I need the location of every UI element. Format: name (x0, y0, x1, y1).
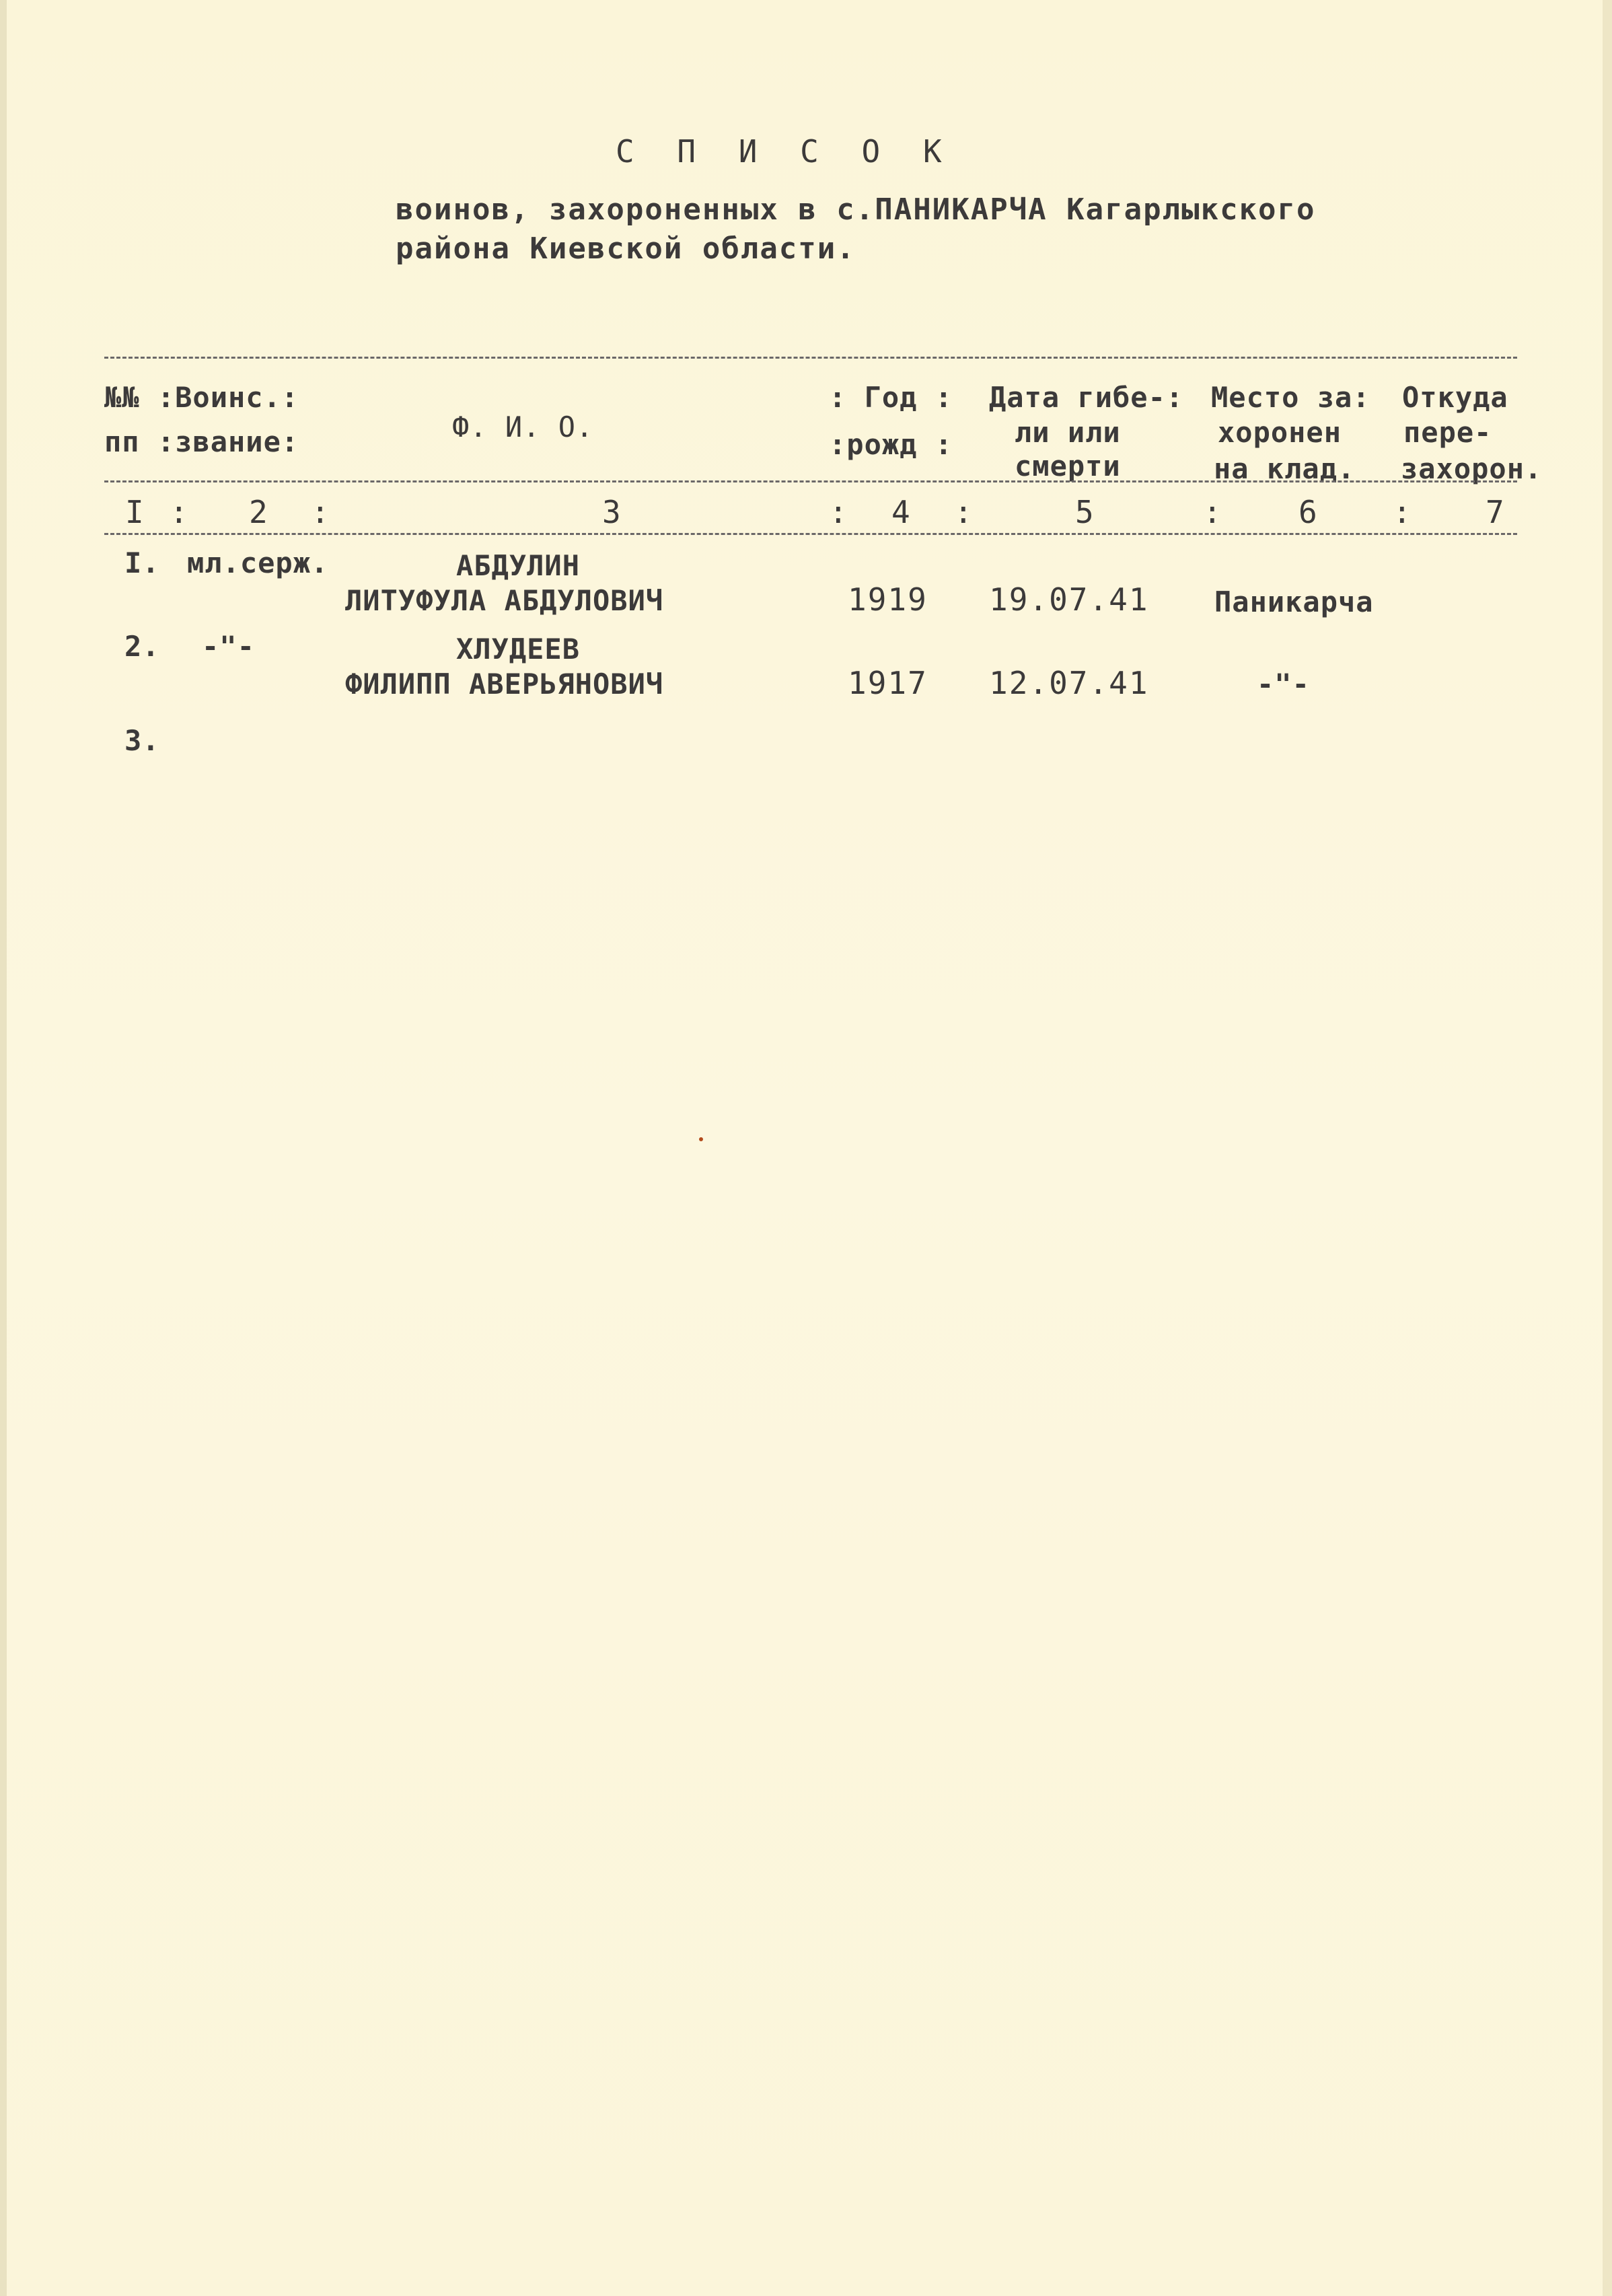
header-no-rank-line1: №№ :Воинс.: (104, 381, 299, 414)
header-fio: Ф. И. О. (452, 410, 594, 443)
row-1-number: I. (124, 546, 160, 579)
header-bottom-rule (104, 480, 1517, 482)
column-number-2: 2 (249, 494, 268, 530)
header-death-date-line2: ли или (1015, 416, 1121, 449)
table-top-rule (104, 357, 1517, 359)
column-number-7: 7 (1486, 494, 1505, 530)
row-2-death-date: 12.07.41 (989, 665, 1149, 701)
row-1-burial-place: Паникарча (1214, 585, 1374, 618)
column-numbers-rule (104, 533, 1517, 535)
column-number-3: 3 (602, 494, 622, 530)
header-place-line3: на клад. (1214, 452, 1356, 485)
row-1-surname: АБДУЛИН (456, 549, 581, 582)
column-number-6: 6 (1298, 494, 1318, 530)
row-2-surname: ХЛУДЕЕВ (456, 633, 581, 666)
column-separator: : (1393, 494, 1412, 530)
row-1-birth-year: 1919 (848, 581, 928, 618)
header-place-line2: хоронен (1218, 416, 1342, 449)
ink-speck (699, 1137, 703, 1141)
paper-edge-right (1603, 0, 1612, 2296)
header-place-line1: Место за: (1211, 381, 1370, 414)
header-birth-line2: :рожд : (829, 428, 953, 461)
header-from-line2: пере- (1403, 416, 1492, 449)
document-title: С П И С О К (616, 133, 954, 170)
header-death-date-line1: Дата гибе-: (989, 381, 1184, 414)
row-1-rank: мл.серж. (187, 546, 329, 579)
column-separator: : (170, 494, 189, 530)
column-separator: : (954, 494, 974, 530)
row-2-birth-year: 1917 (848, 665, 928, 701)
column-separator: : (311, 494, 330, 530)
header-no-rank-line2: пп :звание: (104, 425, 299, 458)
header-birth-line1: : Год : (829, 381, 953, 414)
row-1-given-name: ЛИТУФУЛА АБДУЛОВИЧ (345, 584, 664, 617)
document-subtitle-line2: района Киевской области. (396, 231, 856, 266)
column-number-4: 4 (891, 494, 911, 530)
column-separator: : (829, 494, 848, 530)
paper-edge-left (0, 0, 7, 2296)
row-2-number: 2. (124, 630, 160, 663)
column-separator: : (1203, 494, 1222, 530)
header-death-date-line3: смерти (1015, 450, 1121, 482)
document-subtitle-line1: воинов, захороненных в с.ПАНИКАРЧА Кагарлыкского (396, 192, 1316, 227)
column-number-1: I (125, 494, 145, 530)
header-from-line3: захорон. (1401, 452, 1543, 485)
header-from-line1: Откуда (1402, 381, 1508, 414)
row-2-burial-place: -"- (1257, 668, 1310, 701)
row-1-death-date: 19.07.41 (989, 581, 1149, 618)
column-number-5: 5 (1075, 494, 1095, 530)
row-2-rank: -"- (202, 630, 255, 663)
row-3-number: 3. (124, 724, 160, 757)
row-2-given-name: ФИЛИПП АВЕРЬЯНОВИЧ (345, 668, 664, 701)
